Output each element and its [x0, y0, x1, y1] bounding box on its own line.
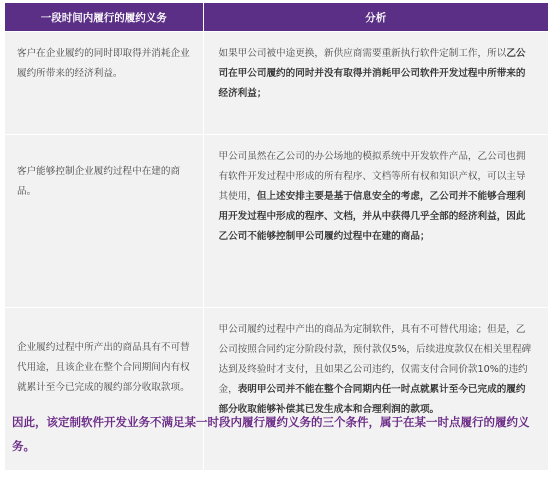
table-row — [5, 135, 548, 308]
table-header-row — [5, 3, 548, 32]
header-obligation: 一段时间内履行的履约义务 — [5, 3, 203, 32]
header-analysis: 分析 — [203, 3, 548, 32]
obligation-text: 企业履约过程中所产出的商品具有不可替代用途，且该企业在整个合同期间内有权就累计至今已完成的履约部分收取款项。 — [17, 342, 190, 393]
conclusion — [12, 410, 546, 458]
analysis-cell — [203, 135, 548, 308]
analysis-text — [219, 147, 535, 247]
obligation-text: 客户在企业履约的同时即取得并消耗企业履约所带来的经济利益。 — [17, 48, 190, 79]
analysis-text — [219, 320, 535, 420]
analysis-bold: 表明甲公司并不能在整个合同期内任一时点就累计至今已完成的履约部分收取能够补偿其已发生成本和合理利润的款项。 — [218, 384, 526, 415]
criteria-table — [5, 3, 548, 470]
analysis-bold: 乙公司在甲公司履约的同时并没有取得并消耗甲公司软件开发过程中所带来的经济利益； — [218, 48, 526, 99]
obligation-cell — [5, 135, 203, 308]
table-row — [5, 32, 548, 135]
analysis-cell — [203, 32, 548, 135]
obligation-cell — [5, 32, 203, 135]
obligation-text: 客户能够控制企业履约过程中在建的商品。 — [17, 166, 181, 197]
analysis-plain: 如果甲公司被中途更换，新供应商需要重新执行软件定制工作，所以 — [218, 48, 507, 59]
analysis-text — [219, 44, 535, 104]
analysis-plain: 甲公司虽然在乙公司的办公场地的模拟系统中开发软件产品，乙公司也拥有软件开发过程中形成的所有程序、文档等所有权和知识产权，可以主导其使用， — [218, 151, 526, 202]
conclusion-text: 因此，该定制软件开发业务不满足某一时段内履行履约义务的三个条件，属于在某一时点履行的履约义务。 — [12, 415, 530, 453]
analysis-plain: 甲公司履约过程中产出的商品为定制软件，具有不可替代用途；但是，乙公司按照合同约定分阶段付款，预付款仅5%，后续进度款仅在相关里程碑达到及终验时才支付，且如果乙公司违约，仅需支付合同价款10%的违约金， — [218, 324, 532, 395]
analysis-bold: 但上述安排主要是基于信息安全的考虑，乙公司并不能够合理利用开发过程中形成的程序、文档，并从中获得几乎全部的经济利益，因此乙公司不能够控制甲公司履约过程中在建的商品； — [218, 191, 526, 242]
